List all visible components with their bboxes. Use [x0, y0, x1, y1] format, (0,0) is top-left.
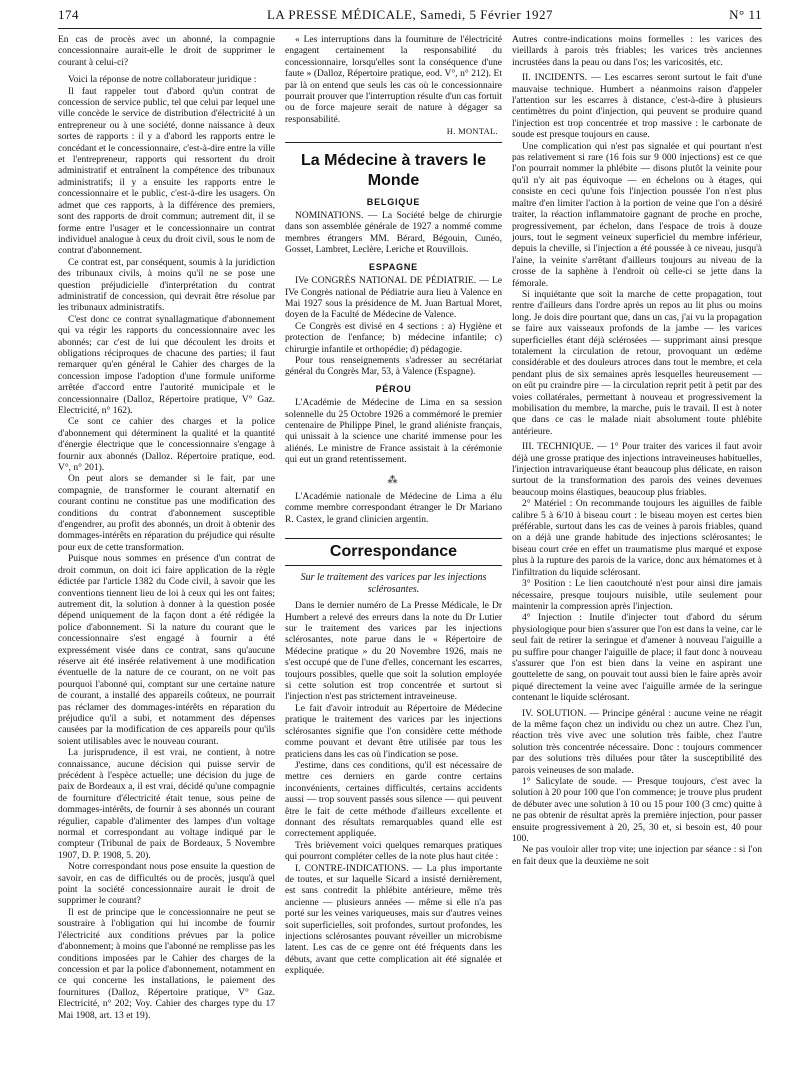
page-number: 174	[58, 7, 79, 22]
section-title-medecine: La Médecine à travers le Monde	[301, 151, 486, 189]
paragraph: Ce Congrès est divisé en 4 sections : a) Hygiène et protection de l'enfance; b) médecine infantile; c) chirurgie infantile et orthopédie; d) pédagogie.	[285, 321, 502, 355]
paragraph: Il est de principe que le concessionnaire ne peut se soustraire à l'obligation qui lui incombe de fournir l'électricité aux conditions prévues par la police d'abonnement; à moins que l'abonné ne remplisse pas les conditions imposées par le Cahier des charges de la concession et par la police d'abonnement, notamment en ce qui concerne les installations, le paiement des fournitures (Dalloz, Répertoire pratique, V° Gaz. Electricité, n° 202; Voy. Cahier des charges type du 17 Mai 1908, art. 13 et 19).	[58, 907, 275, 1021]
country-heading-perou: PÉROU	[375, 383, 412, 394]
paragraph: III. TECHNIQUE. — 1° Pour traiter des varices il faut avoir déjà une grosse pratique des injections intraveineuses habituelles, l'injection intravariqueuse étant beaucoup plus délicate, en raison surtout de la transformation des parois des veines devenues beaucoup moins élastiques, beaucoup plus friables.	[512, 442, 762, 498]
author-signature: H. MONTAL.	[446, 126, 498, 137]
paragraph: 1° Salicylate de soude. — Presque toujours, c'est avec la solution à 20 pour 100 que l'on commence; je trouve plus prudent de débuter avec une solution à 10 ou 15 pour 100 (3 cmc) quitte à ne pas obtenir de résultat après la première injection, pour passer ensuite progressivement à 20, 25, 30 et, si besoin est, 40 pour 100.	[512, 777, 762, 845]
paragraph: 4° Injection : Inutile d'injecter tout d'abord du sérum physiologique pour bien s'assurer que l'on est dans la veine, car le seul fait de retirer la seringue et d'amener à nouveau l'aiguille a pu suffire pour changer l'aiguille de place; il faut donc à nouveau s'assurer que l'on est bien dans la veine en aspirant une gouttelette de sang, on pouvait tout aussi bien le faire après avoir piqué directement la veine avec l'aiguille armée de la seringue contenant le liquide sclérosant.	[512, 613, 762, 704]
paragraph: L'Académie nationale de Médecine de Lima a élu comme membre correspondant étranger le Dr Mariano R. Castex, le grand clinicien argentin.	[285, 492, 502, 525]
paragraph: La jurisprudence, il est vrai, ne contient, à notre connaissance, aucune décision qui puisse servir de précédent à l'espèce actuelle; une décision du juge de paix de Bordeaux a, il est vrai, décidé qu'une compagnie de fourniture d'électricité était tenue, sous peine de dommages-intérêts, de fournir à ses abonnés un courant régulier, capable d'alimenter des lampes d'un voltage normal et correspondant au voltage indiqué par le compteur (Tribunal de paix de Bordeaux, 5 Novembre 1907, D. P. 1908, 5. 20).	[58, 748, 275, 861]
paragraph: II. INCIDENTS. — Les escarres seront surtout le fait d'une mauvaise technique. Humbert a néanmoins raison d'appeler l'attention sur les escarres à distance, c'est-à-dire à plusieurs centimètres du point d'injection, qui peuvent se produire quand l'injection est trop concentrée et trop massive : le carbonate de soude est presque toujours en cause.	[512, 73, 762, 141]
paragraph: En cas de procès avec un abonné, la compagnie concessionnaire aurait-elle le droit de supprimer le courant à celui-ci?	[58, 35, 275, 68]
paragraph: Pour tous renseignements s'adresser au secrétariat général du Congrès Mar, 53, à Valence (Espagne).	[285, 355, 502, 378]
paragraph: Notre correspondant nous pose ensuite la question de savoir, en cas de difficultés ou de procès, jusqu'à quel point la société concessionnaire aurait le droit de supprimer le courant?	[58, 862, 275, 907]
column-3	[512, 35, 762, 868]
issue-number: N° 11	[729, 7, 762, 22]
paragraph: Ce sont ce cahier des charges et la police d'abonnement qui déterminent la qualité et la quantité d'énergie électrique que le concessionnaire s'engage à fournir aux abonnés (Dalloz. Répertoire pratique, eod. V°, n° 201).	[58, 417, 275, 474]
paragraph: Si inquiétante que soit la marche de cette propagation, tout rentre d'ailleurs dans l'ordre après un repos au lit plus ou moins long. Je dois dire pourtant que, dans un cas, j'ai vu la propagation se faire aux vaisseaux profonds de la jambe — les varices superficielles étant déjà sclérosées — supprimant ainsi presque totalement la circulation de retour, provoquant un œdème considérable et des douleurs atroces dans tout le membre, et cela pendant plus de six semaines après lesquelles heureusement — on eût pu craindre pire — la circulation reprit petit à petit par des voies collatérales, permettant à nouveau et progressivement la mobilisation du membre, la marche, puis le travail. Il est à noter que dans ce cas le malade niait absolument toute phlébite antérieure.	[512, 289, 762, 437]
paragraph: Voici la réponse de notre collaborateur juridique :	[68, 75, 257, 86]
paragraph: Dans le dernier numéro de La Presse Médicale, le Dr Humbert a relevé des erreurs dans la note du Dr Lutier sur le traitement des varices par les injections sclérosantes, note parue dans le « Répertoire de Médecine pratique » du 20 Novembre 1926, mais ne s'est occupé que de l'une d'elles, concernant les escarres, toujours possibles, quelle que soit la solution employée si cette solution est trop concentrée et surtout si l'injection n'est pas strictement intraveineuse.	[285, 601, 502, 703]
paragraph: On peut alors se demander si le fait, par une compagnie, de transformer le courant alternatif en courant continu ne constitue pas une modification des conditions du contrat d'abonnement susceptible d'engendrer, au profit des abonnés, un droit à obtenir des dommages-intérêts en réparation du préjudice qui résulte pour eux de cette transformation.	[58, 474, 275, 553]
paragraph: Il faut rappeler tout d'abord qu'un contrat de concession de service public, tel que celui par lequel une ville concède le service de distribution d'électricité à un entrepreneur ou à une société, donne naissance à deux sortes de rapports : il y a d'abord les rapports entre le concédant et le concessionnaire, c'est-à-dire entre la ville et l'entrepreneur, rapports qui ressortent du droit administratif et entraînent la compétence des tribunaux administratifs; il y a ensuite les rapports entre le concessionnaire et le public, c'est-à-dire les usagers. On admet que ces rapports, à la différence des premiers, sont des rapports de droit commun; autrement dit, il se forme entre l'usager et le concessionnaire un contrat individuel analogue à ceux du droit civil, sous le nom de contrat d'abonnement.	[58, 86, 275, 257]
paragraph: IV. SOLUTION. — Principe général : aucune veine ne réagit de la même façon chez un individu ou chez un autre. Chez l'un, réaction très vive avec une solution très faible, chez l'autre solution très concentrée nécessaire. Donc : toujours commencer par des solutions très diluées pour tâter la susceptibilité des parois veineuses de son malade.	[512, 708, 762, 776]
paragraph: C'est donc ce contrat synallagmatique d'abonnement qui va régir les rapports du concessionnaire avec les abonnés; car c'est de lui que découlent les droits et obligations réciproques de chacune des parties; il faut remarquer qu'en général le Cahier des charges de la concession impose l'adoption d'une formule uniforme arrêtée d'accord entre l'autorité municipale et le concessionnaire (Dalloz, Répertoire pratique, V° Gaz. Electricité, n° 162).	[58, 314, 275, 416]
paragraph: J'estime, dans ces conditions, qu'il est nécessaire de mettre ces derniers en garde contre certains inconvénients, certaines difficultés, certains accidents aussi — trop souvent passés sous silence — qui peuvent être le fait de cette méthode d'ailleurs excellente et donnant des résultats remarquables quand elle est correctement appliquée.	[285, 760, 502, 840]
paragraph: Une complication qui n'est pas signalée et qui pourtant n'est pas relativement si rare (16 fois sur 9 000 injections) est ce que l'on pourrait nommer la phlébite — disons plutôt la veinite pour qu'il n'y ait pas équivoque — en échelons ou à étages, qui consiste en ceci qu'une fois l'injection poussée l'on n'est plus maître d'en limiter l'action à la portion de veine que l'on a désiré traiter, la réaction inflammatoire gagnant de proche en proche, progressivement, par échelon, dans l'espace de trois à douze jours, tout le segment veineux superficiel du membre inférieur, depuis la cheville, si l'injection a été poussée à ce niveau, jusqu'à l'aine, la veinite s'arrêtant d'ailleurs toujours au niveau de la crosse de la saphène à l'endroit où celle-ci se jette dans la fémorale.	[512, 141, 762, 289]
country-heading-espagne: ESPAGNE	[369, 261, 418, 272]
country-heading-belgique: BELGIQUE	[366, 196, 421, 207]
paragraph: Très brièvement voici quelques remarques pratiques qui pourront compléter celles de la note plus haut citée :	[285, 840, 502, 863]
article-subtitle: Sur le traitement des varices par les injections sclérosantes.	[300, 572, 487, 596]
page-header	[58, 7, 762, 25]
section-title-correspondance: Correspondance	[285, 538, 502, 566]
paragraph: NOMINATIONS. — La Société belge de chirurgie dans son assemblée générale de 1927 a nommé comme membres étrangers MM. Bérard, Bégouin, Cunéo, Gosset, Lambret, Leclère, Leriche et Rouvillois.	[285, 211, 502, 256]
paragraph: Ce contrat est, par conséquent, soumis à la juridiction des tribunaux civils, à moins qu'il ne se pose une question préjudicielle d'interprétation du contrat administratif de concession, qui devrait être résolue par les tribunaux administratifs.	[58, 257, 275, 314]
paragraph: L'Académie de Médecine de Lima en sa session solennelle du 25 Octobre 1926 a commémoré le premier centenaire de Philippe Pinel, le grand aliéniste français, qui unissait à la science une charité immense pour les aliénés. Le ministre de France assistait à la cérémonie qui eut un grand retentissement.	[285, 398, 502, 466]
section-rule	[285, 142, 502, 143]
paragraph: Ne pas vouloir aller trop vite; une injection par séance : si l'on en fait deux que la deuxième ne soit	[512, 845, 762, 867]
asterism-divider: ⁂	[387, 474, 400, 486]
paragraph: 3° Position : Le lien caoutchouté n'est pour ainsi dire jamais nécessaire, presque toujours nuisible, utile seulement pour maintenir la compression après l'injection.	[512, 579, 762, 612]
column-2	[285, 35, 502, 978]
header-rule	[58, 28, 762, 29]
paragraph: Autres contre-indications moins formelles : les varices des vieillards à parois très friables; les varices très anciennes incrustées dans la peau ou dans l'os; les varicosités, etc.	[512, 35, 762, 68]
paragraph: 2° Matériel : On recommande toujours les aiguilles de faible calibre 5 à 6/10 à biseau court : le biseau moyen est certes bien préférable, surtout dans les cas de veines à parois friables, quand on a déjà une grande habitude des injections sclérosantes; le biseau court crée en effet un traumatisme plus marqué et expose plus à la rupture des parois de la varice, donc aux hématomes et à l'infiltration du liquide sclérosant.	[512, 499, 762, 578]
paragraph: IVe CONGRÈS NATIONAL DE PÉDIATRIE. — Le IVe Congrès national de Pédiatrie aura lieu à Valence en Mai 1927 sous la présidence de M. Juan Bartual Moret, doyen de la Faculté de Médecine de Valence.	[285, 276, 502, 321]
paragraph: « Les interruptions dans la fourniture de l'électricité engagent certainement la responsabilité du concessionnaire, lorsqu'elles sont la conséquence d'une faute » (Dalloz, Répertoire pratique, eod. V°, n° 212). Et par là on entend que seuls les cas où le concessionnaire pourrait prouver que l'interruption résulte d'un cas fortuit ou de force majeure serait de nature à dégager sa responsabilité.	[285, 35, 502, 125]
paragraph: Le fait d'avoir introduit au Répertoire de Médecine pratique le traitement des varices par les injections sclérosantes signifie que l'on considère cette méthode comme pouvant et devant être utilisée par tous les praticiens dans les cas où l'indication se pose.	[285, 703, 502, 760]
paragraph: I. CONTRE-INDICATIONS. — La plus importante de toutes, et sur laquelle Sicard a insisté dernièrement, est sans contredit la phlébite antérieure, même très ancienne — plusieurs années — même si elle n'a pas porté sur les veines variqueuses, mais sur d'autres veines soit superficielles, soit profondes, surtout profondes, les injections sclérosantes pouvant réveiller un microbisme latent. Les cas de ce genre ont été fréquents dans les débuts, avant que cette complication ait été signalée et expliquée.	[285, 863, 502, 977]
column-1	[58, 35, 275, 1022]
journal-title: LA PRESSE MÉDICALE, Samedi, 5 Février 1927	[266, 7, 554, 22]
paragraph: Puisque nous sommes en présence d'un contrat de droit commun, on doit ici faire application de la règle édictée par l'article 1382 du Code civil, à savoir que les conventions tiennent lieu de loi à ceux qui les ont faites; autrement dit, la solution à donner à la question posée dépend uniquement de la façon dont a été rédigée la police d'abonnement. Si la nature du courant que le concessionnaire s'est engagé à fournir a été expressément visée dans ce contrat, sans qu'aucune réserve ait été insérée relativement à une modification éventuelle de la nature de ce courant, on ne voit pas pourquoi l'abonné qui, comptant sur une certaine nature de courant, a installé des appareils coûteux, ne pourrait pas réclamer des dommages-intérêts en réparation du préjudice qu'il a subi, et notamment des dépenses causées par la modification de ces appareils pour qu'ils soient utilisables avec le nouveau courant.	[58, 554, 275, 747]
